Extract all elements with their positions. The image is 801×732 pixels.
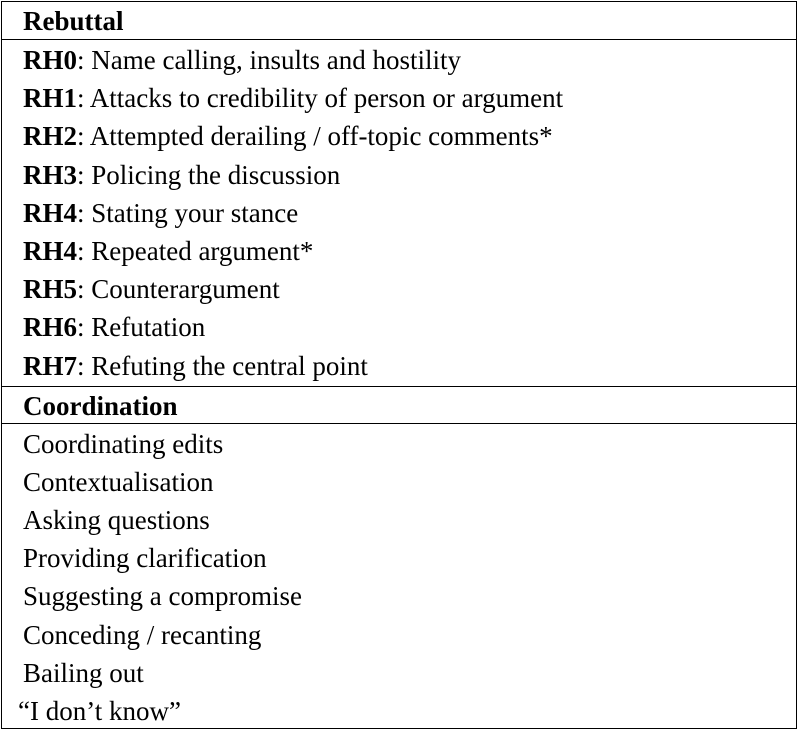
- coordination-item: Asking questions: [23, 505, 210, 536]
- category-table: [1, 1, 797, 729]
- coordination-item: Bailing out: [23, 657, 144, 688]
- coordination-item: Providing clarification: [23, 543, 267, 574]
- rebuttal-code: RH6: [23, 312, 77, 343]
- coordination-item: Suggesting a compromise: [23, 581, 302, 612]
- rebuttal-item-rh6: [2, 308, 796, 346]
- rebuttal-text: : Name calling, insults and hostility: [77, 45, 461, 75]
- rebuttal-item-rh5: [2, 270, 796, 308]
- rebuttal-text: : Refuting the central point: [77, 350, 368, 381]
- rebuttal-item-rh7: [2, 347, 796, 385]
- rebuttal-item-rh0: [2, 41, 796, 79]
- rebuttal-text: : Attacks to credibility of person or argument: [77, 83, 564, 114]
- rebuttal-item-rh4-stance: [2, 194, 796, 232]
- rebuttal-text: : Repeated argument*: [77, 235, 314, 266]
- rebuttal-item-rh1: [2, 79, 796, 117]
- coordination-header: Coordination: [2, 386, 796, 424]
- rebuttal-code: RH0: [23, 45, 77, 75]
- rebuttal-item-rh3: [2, 156, 796, 194]
- rebuttal-header: Rebuttal: [2, 2, 796, 40]
- rebuttal-text: : Counterargument: [77, 274, 280, 305]
- rebuttal-code: RH7: [23, 350, 77, 381]
- coordination-item: “I don’t know”: [18, 696, 181, 726]
- rebuttal-text: : Stating your stance: [77, 197, 299, 228]
- rebuttal-code: RH1: [23, 83, 77, 114]
- coordination-item: Conceding / recanting: [23, 619, 262, 650]
- coordination-list: [2, 424, 796, 732]
- rebuttal-text: : Attempted derailing / off-topic comments*: [77, 121, 553, 152]
- rebuttal-item-rh4-repeated: [2, 232, 796, 270]
- rebuttal-code: RH4: [23, 197, 77, 228]
- rebuttal-code: RH5: [23, 274, 77, 305]
- coordination-item: Contextualisation: [23, 466, 214, 497]
- rebuttal-text: : Policing the discussion: [77, 159, 341, 190]
- rebuttal-item-rh2: [2, 117, 796, 155]
- rebuttal-code: RH4: [23, 235, 77, 266]
- coordination-item: Coordinating edits: [23, 428, 224, 459]
- rebuttal-code: RH3: [23, 159, 77, 190]
- rebuttal-text: : Refutation: [77, 312, 206, 343]
- rebuttal-code: RH2: [23, 121, 77, 152]
- rebuttal-list: [2, 40, 796, 386]
